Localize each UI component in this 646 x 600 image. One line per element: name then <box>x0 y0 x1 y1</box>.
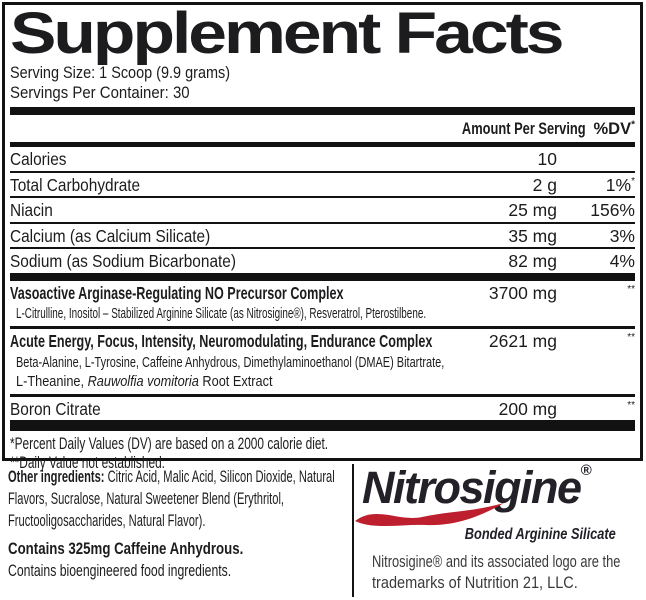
complex-dv: ** <box>627 332 635 344</box>
contains-caffeine-line: Contains 325mg Caffeine Anhydrous. <box>8 539 244 558</box>
nutrient-row-calcium <box>10 224 635 248</box>
facts-box <box>2 1 643 472</box>
nutrient-name: Boron Citrate <box>10 398 101 419</box>
nutrient-amount: 25 mg <box>508 200 557 220</box>
complex-ingredients-line2: L-Theanine, Rauwolfia vomitoria Root Extract <box>16 372 273 390</box>
nutrient-amount: 35 mg <box>508 225 557 246</box>
nutrient-amount: 2 g <box>532 174 557 195</box>
serving-size-line: Serving Size: 1 Scoop (9.9 grams) <box>10 63 231 82</box>
facts-title: Supplement Facts <box>10 1 562 66</box>
serving-info <box>10 63 635 103</box>
nutrient-row-calories <box>10 147 635 171</box>
nutrient-dv: 1%* <box>605 174 635 195</box>
trademark-line-1: Nitrosigine® and its associated logo are the <box>372 553 621 571</box>
complex-amount: 3700 mg <box>488 282 557 303</box>
nutrient-row-niacin <box>10 198 635 222</box>
nutrient-name: Calcium (as Calcium Silicate) <box>10 225 211 246</box>
complex-dv: ** <box>627 283 635 295</box>
nutrient-dv: ** <box>627 399 635 411</box>
nitrosigine-wordmark: Nitrosigine <box>362 462 581 513</box>
nutrient-name: Calories <box>10 149 67 169</box>
logo-tagline: Bonded Arginine Silicate <box>464 526 616 543</box>
complex-name: Vasoactive Arginase-Regulating NO Precursor Complex <box>10 282 344 303</box>
divider-thick-bottom <box>10 420 635 431</box>
complex-amount: 2621 mg <box>488 331 557 351</box>
nitrosigine-logo <box>362 462 644 524</box>
nutrient-row-sodium <box>10 249 635 273</box>
nutrient-name: Total Carbohydrate <box>10 174 141 195</box>
botanical-name: Rauwolfia vomitoria <box>87 372 199 390</box>
complex-ingredients-vasoactive: L-Citrulline, Inositol – Stabilized Arginine Silicate (as Nitrosigine®), Resveratrol, Pterostilbene. <box>16 305 427 322</box>
nutrient-name: Sodium (as Sodium Bicarbonate) <box>10 251 236 271</box>
column-header-row <box>10 115 635 142</box>
nutrient-dv: 156% <box>590 200 635 220</box>
servings-per-container-line: Servings Per Container: 30 <box>10 83 190 102</box>
other-ingredients-label: Other ingredients: <box>8 467 105 486</box>
other-ingredients-paragraph <box>8 466 353 532</box>
footnote-not-established: **Daily Value not established. <box>10 453 165 472</box>
divider-thick-top <box>10 107 635 115</box>
nutrient-amount: 82 mg <box>508 251 557 271</box>
complex-row-vasoactive <box>10 281 635 305</box>
contains-block <box>8 538 354 582</box>
amount-column-header: Amount Per Serving <box>461 120 586 138</box>
complex-ingredients-line1: Beta-Alanine, L-Tyrosine, Caffeine Anhydrous, Dimethylaminoethanol (DMAE) Bitartrate, <box>16 353 445 371</box>
nutrient-dv: 4% <box>609 251 635 271</box>
other-ingredients-text: Citric Acid, Malic Acid, Silicon Dioxide, Natural Flavors, Sucralose, Natural Sweetener Blend (Erythritol, Fructooligosaccharides, Natural Flavor). <box>8 467 335 530</box>
bottom-column-divider <box>352 464 354 597</box>
dv-column-header: %DV* <box>593 119 635 138</box>
other-ingredients-section <box>8 466 354 582</box>
divider-thick-complex <box>10 273 635 281</box>
nutrient-row-carbohydrate <box>10 173 635 197</box>
nutrient-row-boron <box>10 397 635 421</box>
trademark-notice <box>362 552 644 594</box>
trademark-line-2: trademarks of Nutrition 21, LLC. <box>372 574 578 592</box>
contains-bioengineered-line: Contains bioengineered food ingredients. <box>8 561 232 580</box>
nutrient-amount: 200 mg <box>498 398 557 419</box>
nutrient-name: Niacin <box>10 200 53 220</box>
complex-row-acute-energy <box>10 329 635 353</box>
footnote-dv: *Percent Daily Values (DV) are based on a 2000 calorie diet. <box>10 435 329 453</box>
nutrient-amount: 10 <box>537 149 557 169</box>
nitrosigine-logo-section <box>362 462 644 594</box>
complex-name: Acute Energy, Focus, Intensity, Neuromodulating, Endurance Complex <box>10 331 433 351</box>
registered-mark: ® <box>580 462 592 479</box>
nutrient-dv: 3% <box>609 225 635 246</box>
